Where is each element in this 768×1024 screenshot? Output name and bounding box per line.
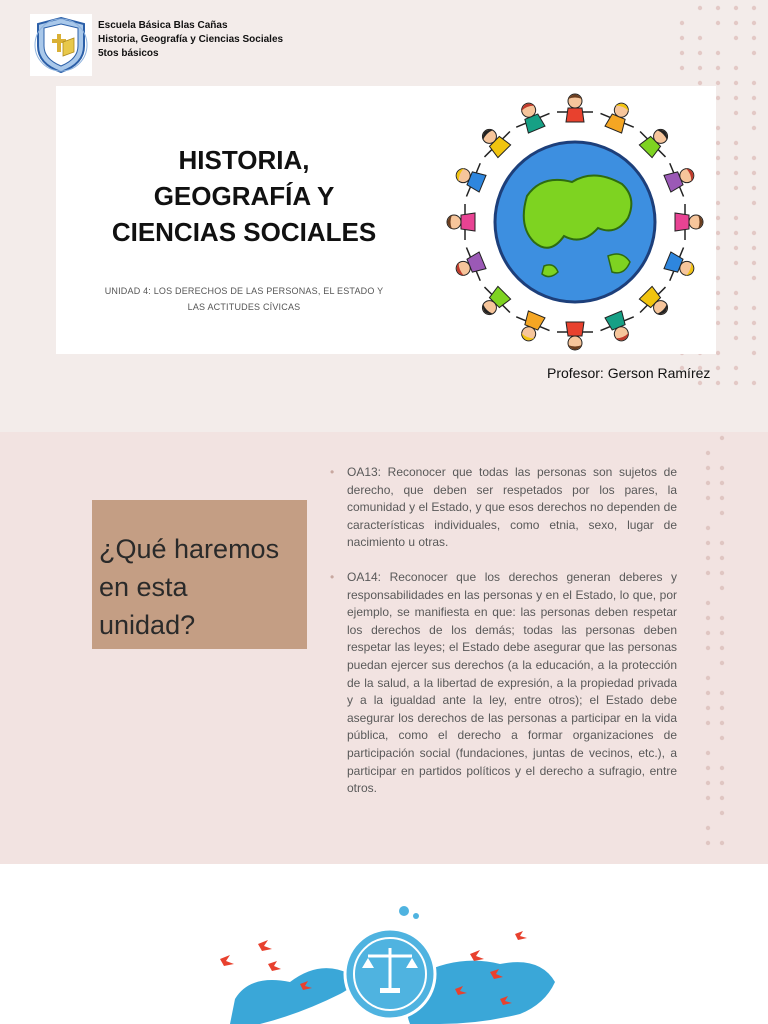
objectives-list	[330, 464, 677, 815]
bullet-icon: •	[330, 465, 335, 479]
school-header	[98, 19, 283, 61]
title-line: CIENCIAS SOCIALES	[111, 217, 377, 247]
title-slide	[0, 0, 768, 432]
title-card	[56, 86, 432, 354]
school-name: Escuela Básica Blas Cañas	[98, 20, 228, 31]
subtitle-line: LAS ACTITUDES CÍVICAS	[187, 302, 301, 312]
bullet-icon: •	[330, 569, 335, 584]
third-slide-partial	[0, 864, 768, 1024]
school-grade: 5tos básicos	[98, 48, 159, 59]
dot-pattern-right	[700, 432, 740, 864]
profesor-label: Profesor: Gerson Ramírez	[547, 365, 711, 381]
school-logo	[30, 14, 92, 76]
title-line: GEOGRAFÍA Y	[153, 181, 335, 211]
page-title	[56, 142, 432, 250]
question-line: ¿Qué haremos	[99, 534, 280, 564]
justice-world-illustration	[0, 864, 768, 1024]
objectives-slide	[0, 432, 768, 864]
school-subject: Historia, Geografía y Ciencias Sociales	[98, 34, 284, 45]
question-heading	[99, 530, 279, 644]
question-line: unidad?	[99, 610, 196, 640]
objective-oa13	[330, 464, 677, 552]
globe-kids-illustration	[432, 86, 716, 354]
title-line: HISTORIA,	[178, 145, 310, 175]
unit-subtitle	[86, 283, 402, 315]
subtitle-line: UNIDAD 4: LOS DERECHOS DE LAS PERSONAS, EL ESTADO Y	[104, 286, 384, 296]
question-box	[92, 500, 307, 649]
objective-text: OA14: Reconocer que los derechos generan deberes y responsabilidades en las personas y en el Estado, lo que, por ejemplo, se manifiesta en que: las personas deben respetar los derechos de los demás; todas las personas deben respetar las leyes; el Estado debe asegurar que las personas puedan ejercer sus derechos (a la educación, a la protección de la salud, a la libertad de expresión, a la propiedad privada y a la igualdad ante la ley, entre otros); el Estado debe asegurar los derechos de las personas a participar en la vida pública, como el derecho a formar organizaciones de participación social (fundaciones, juntas de vecinos, etc.), a participar en partidos políticos y el derecho a sufragio, entre otros.	[347, 569, 677, 796]
question-line: en esta	[99, 572, 188, 602]
objective-oa14	[330, 569, 677, 798]
objective-text: OA13: Reconocer que todas las personas son sujetos de derecho, que deben ser respetados por los pares, la comunidad y el Estado, y que esos derechos no dependen de características individuales, como etnia, sexo, lugar de nacimiento u otras.	[347, 465, 677, 550]
